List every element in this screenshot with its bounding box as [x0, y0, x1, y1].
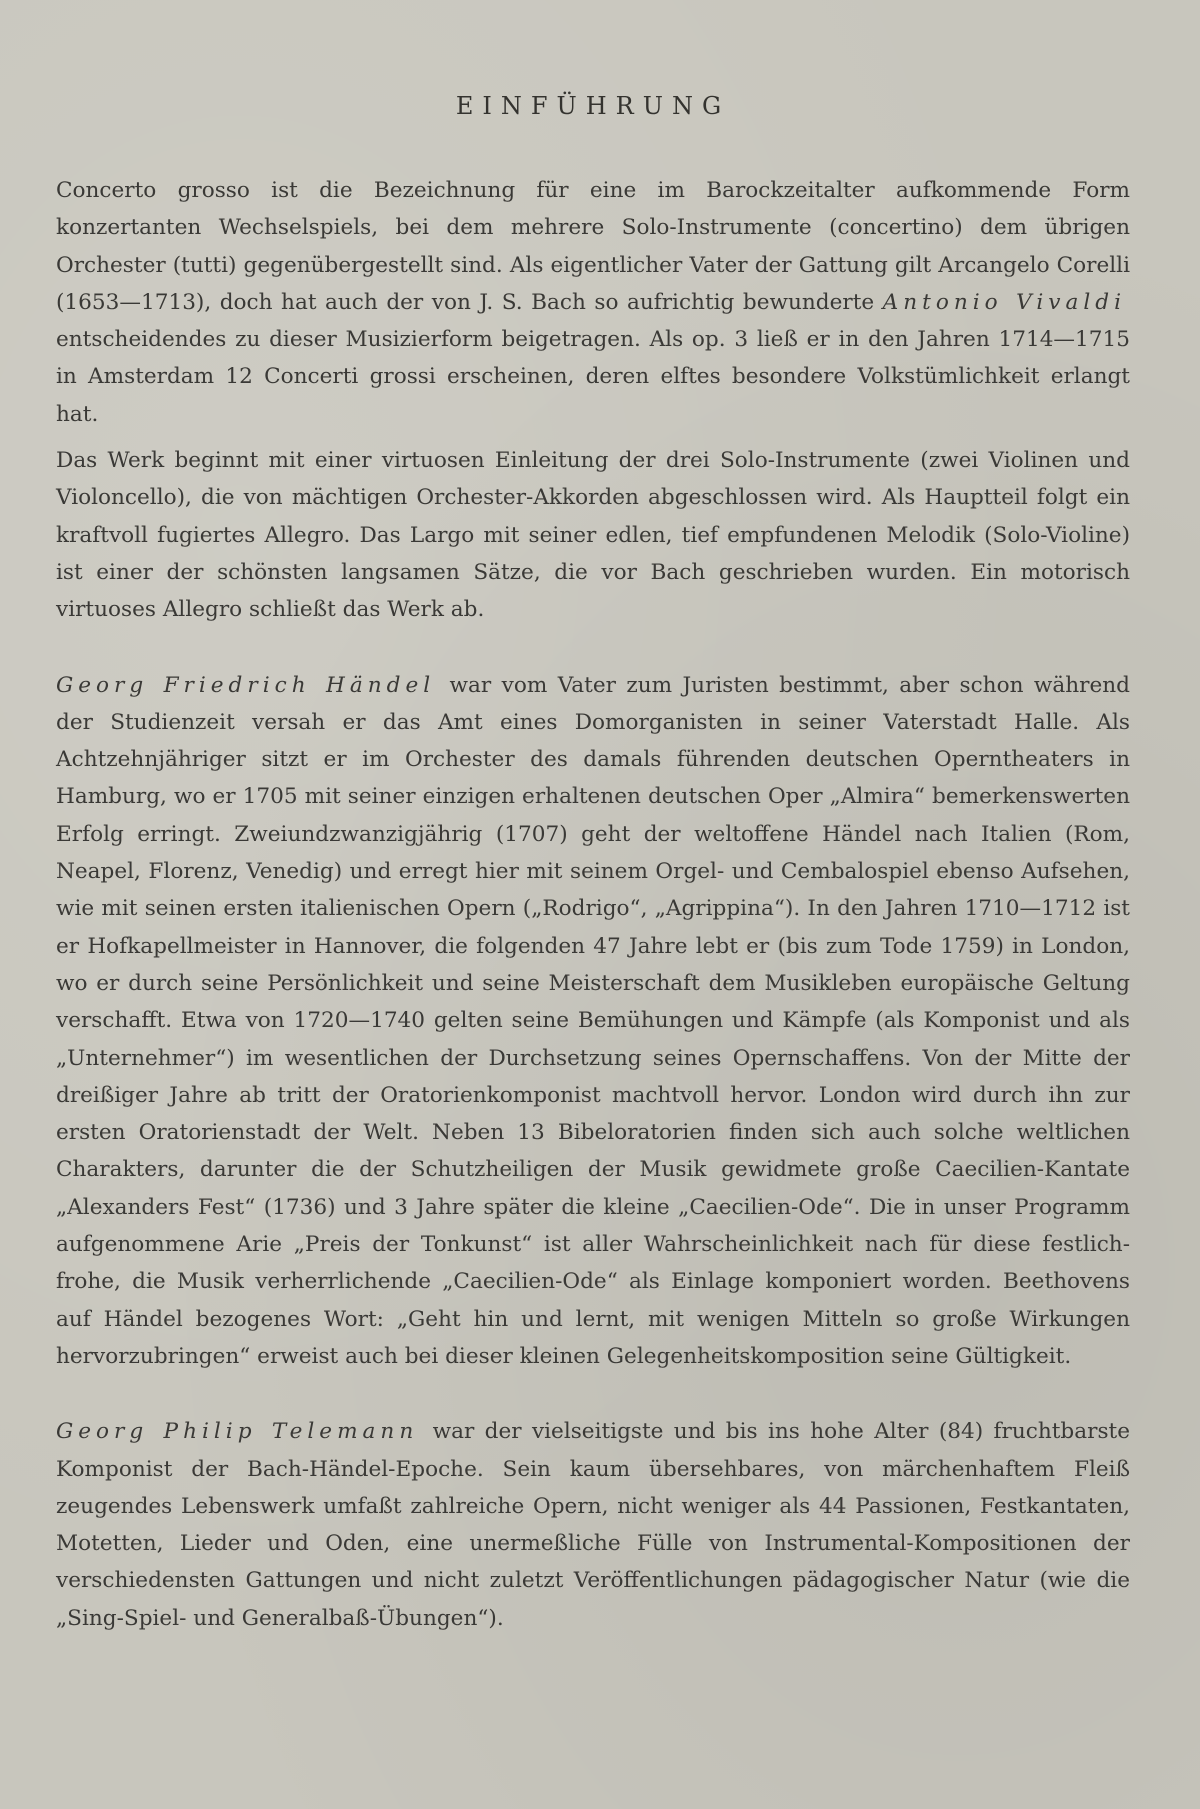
- composer-name-haendel: Georg Friedrich Händel: [56, 672, 436, 698]
- paragraph-telemann: [56, 1413, 1130, 1637]
- page-title: EINFÜHRUNG: [455, 92, 731, 120]
- composer-name-vivaldi: Antonio Vivaldi: [882, 289, 1127, 315]
- paragraph-text: war der vielseitigste und bis ins hohe Alter (84) fruchtbarste Komponist der Bach-Händel-Epoche. Sein kaum übersehbares, von märchenhaftem Fleiß zeugendes Lebenswerk umfaßt zahlreiche Opern, nicht weniger als 44 Passionen, Festkantaten, Motetten, Lieder und Oden, eine unermeßliche Fülle von Instrumental-Kompositionen der verschiedensten Gattungen und nicht zuletzt Veröffentlichungen pädagogischer Natur (wie die „Sing-Spiel- und Generalbaß-Übungen“).: [56, 1419, 1130, 1631]
- paragraph-concerto-grosso: [56, 172, 1130, 433]
- paragraph-text: Concerto grosso ist die Bezeichnung für eine im Barockzeitalter aufkommende Form konzertanten Wechselspiels, bei dem mehrere Solo-Instrumente (concertino) dem übrigen Orchester (tutti) gegenübergestellt sind. Als eigentlicher Vater der Gattung gilt Arcangelo Corelli (1653—1713), doch hat auch der von J. S. Bach so aufrichtig bewunderte: [56, 178, 1130, 315]
- paragraph-haendel: [56, 667, 1130, 1376]
- paragraph-text: Das Werk beginnt mit einer virtuosen Einleitung der drei Solo-Instrumente (zwei Violinen und Violoncello), die von mächtigen Orchester-Akkorden abgeschlossen wird. Als Hauptteil folgt ein kraftvoll fugiertes Allegro. Das Largo mit seiner edlen, tief empfundenen Melodik (Solo-Violine) ist einer der schönsten langsamen Sätze, die vor Bach geschrieben wurden. Ein motorisch virtuoses Allegro schließt das Werk ab.: [56, 448, 1130, 623]
- paragraph-text: entscheidendes zu dieser Musizierform beigetragen. Als op. 3 ließ er in den Jahren 1714—1715 in Amsterdam 12 Concerti grossi erscheinen, deren elftes besondere Volkstümlichkeit erlangt hat.: [56, 327, 1130, 427]
- composer-name-telemann: Georg Philip Telemann: [56, 1419, 419, 1445]
- paragraph-work-description: [56, 442, 1130, 628]
- paragraph-text: war vom Vater zum Juristen bestimmt, aber schon während der Studienzeit versah er das Amt eines Domorganisten in seiner Vaterstadt Halle. Als Achtzehnjähriger sitzt er im Orchester des damals führenden deutschen Operntheaters in Hamburg, wo er 1705 mit seiner einzigen erhaltenen deutschen Oper „Almira“ bemerkenswerten Erfolg erringt. Zweiundzwanzigjährig (1707) geht der weltoffene Händel nach Italien (Rom, Neapel, Florenz, Venedig) und erregt hier mit seinem Orgel- und Cembalospiel ebenso Aufsehen, wie mit seinen ersten italienischen Opern („Rodrigo“, „Agrippina“). In den Jahren 1710—1712 ist er Hofkapellmeister in Hannover, die folgenden 47 Jahre lebt er (bis zum Tode 1759) in London, wo er durch seine Persönlichkeit und seine Meisterschaft dem Musikleben europäische Geltung verschafft. Etwa von 1720—1740 gelten seine Bemühungen und Kämpfe (als Komponist und als „Unternehmer“) im wesentlichen der Durchsetzung seines Opernschaffens. Von der Mitte der dreißiger Jahre ab tritt der Oratorienkomponist machtvoll hervor. London wird durch ihn zur ersten Oratorienstadt der Welt. Neben 13 Bibeloratorien finden sich auch solche weltlichen Charakters, darunter die der Schutzheiligen der Musik gewidmete große Caecilien-Kantate „Alexanders Fest“ (1736) und 3 Jahre später die kleine „Caecilien-Ode“. Die in unser Programm aufgenommene Arie „Preis der Tonkunst“ ist aller Wahrscheinlichkeit nach für diese festlich-frohe, die Musik verherrlichende „Caecilien-Ode“ als Einlage komponiert worden. Beethovens auf Händel bezogenes Wort: „Geht hin und lernt, mit wenigen Mitteln so große Wirkungen hervorzubringen“ erweist auch bei dieser kleinen Gelegenheitskomposition seine Gültigkeit.: [56, 672, 1130, 1369]
